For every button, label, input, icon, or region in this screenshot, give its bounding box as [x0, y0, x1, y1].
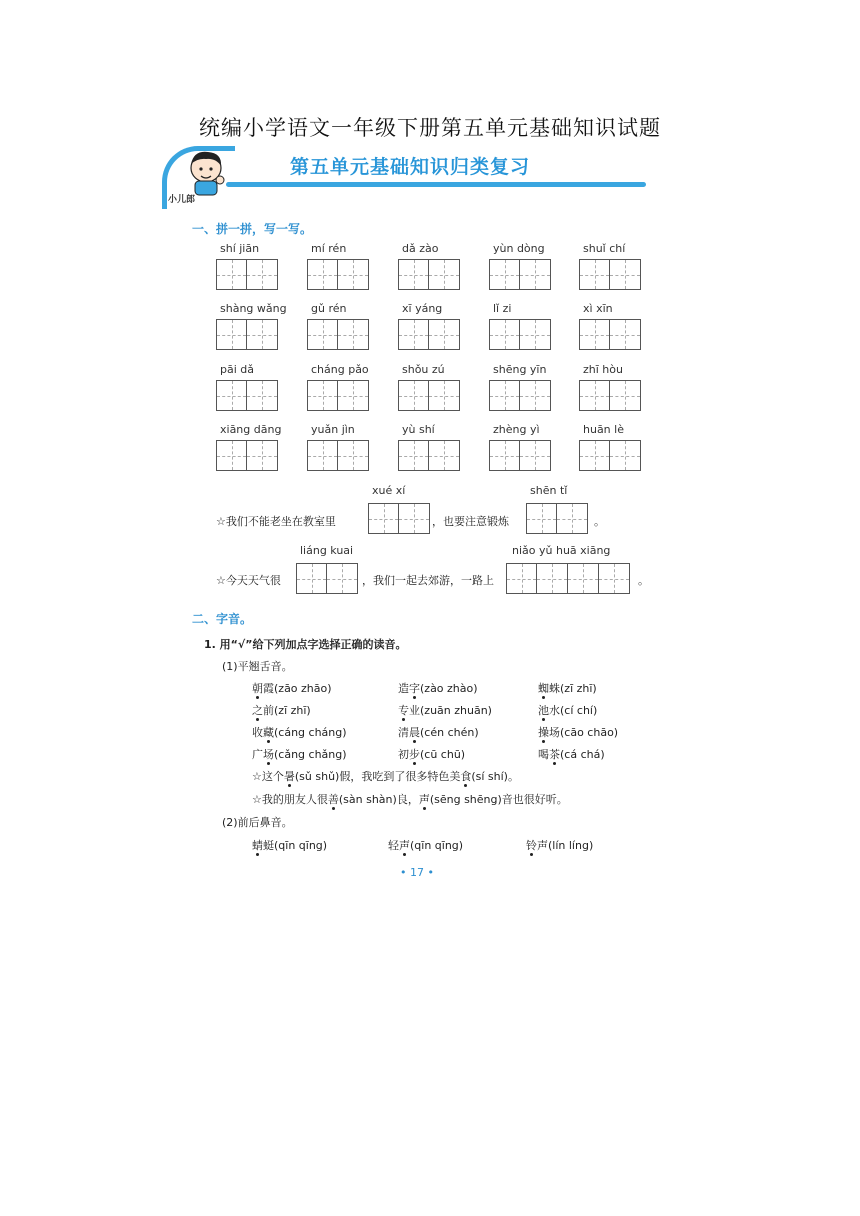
reading-choice-item[interactable]: 轻声(qīn qīng)	[388, 839, 464, 852]
reading-choice-item[interactable]: 蜻蜓(qīn qīng)	[252, 839, 328, 852]
dotted-char: 专	[398, 704, 409, 717]
pinyin-label: shǒu zú	[402, 363, 445, 376]
task-instruction: 1. 用“√”给下列加点字选择正确的读音。	[204, 638, 407, 651]
writing-box[interactable]	[579, 319, 641, 350]
sentence1-pinyin-1: xué xí	[372, 484, 406, 497]
dotted-char: 茶	[549, 748, 560, 761]
pinyin-label: yù shí	[402, 423, 435, 436]
section2-title: 二、字音。	[192, 612, 253, 626]
pinyin-label: pāi dǎ	[220, 363, 254, 376]
sentence2-box-2[interactable]	[506, 563, 630, 594]
reading-choice-item[interactable]: 喝茶(cá chá)	[538, 748, 605, 761]
pinyin-label: xì xīn	[583, 302, 613, 315]
writing-box[interactable]	[216, 259, 278, 290]
banner-title: 第五单元基础知识归类复习	[290, 156, 531, 178]
writing-box[interactable]	[489, 380, 551, 411]
document-title: 统编小学语文一年级下册第五单元基础知识试题	[199, 116, 661, 140]
reading-choice-item[interactable]: 操场(cāo chāo)	[538, 726, 619, 739]
sentence-line-2: ☆我的朋友人很善(sàn shàn)良，声(sēng shēng)音也很好听。	[252, 793, 568, 806]
writing-box[interactable]	[579, 259, 641, 290]
dotted-char: 晨	[409, 726, 420, 739]
page-number: • 17 •	[400, 866, 434, 879]
pinyin-label: lǐ zi	[493, 302, 512, 315]
writing-box[interactable]	[398, 319, 460, 350]
writing-box[interactable]	[489, 259, 551, 290]
subsection-2-title: (2)前后鼻音。	[222, 816, 293, 829]
dotted-char: 朝	[252, 682, 263, 695]
pinyin-label: zhèng yì	[493, 423, 540, 436]
writing-box[interactable]	[579, 380, 641, 411]
reading-choice-item[interactable]: 铃声(lín líng)	[526, 839, 594, 852]
pinyin-label: shēng yīn	[493, 363, 547, 376]
writing-box[interactable]	[216, 319, 278, 350]
sentence1-box-2[interactable]	[526, 503, 588, 534]
dotted-char: 蜻	[252, 839, 263, 852]
dotted-char: 字	[409, 682, 420, 695]
pinyin-label: cháng pǎo	[311, 363, 369, 376]
pinyin-label: mí rén	[311, 242, 347, 255]
dotted-char: 藏	[263, 726, 274, 739]
sentence2-pinyin-1: liáng kuai	[300, 544, 354, 557]
sentence2-part3: 。	[638, 574, 649, 587]
dotted-char: 池	[538, 704, 549, 717]
writing-box[interactable]	[307, 440, 369, 471]
dotted-char: 铃	[526, 839, 537, 852]
writing-box[interactable]	[398, 440, 460, 471]
dotted-char: 声	[418, 793, 430, 806]
dotted-char: 步	[409, 748, 420, 761]
writing-box[interactable]	[579, 440, 641, 471]
reading-choice-item[interactable]: 池水(cí chí)	[538, 704, 598, 717]
writing-box[interactable]	[398, 259, 460, 290]
pinyin-label: xiāng dāng	[220, 423, 282, 436]
reading-choice-item[interactable]: 收藏(cáng cháng)	[252, 726, 347, 739]
banner-underline	[226, 182, 646, 187]
writing-box[interactable]	[216, 380, 278, 411]
reading-choice-item[interactable]: 蜘蛛(zī zhī)	[538, 682, 597, 695]
reading-choice-item[interactable]: 朝霞(zāo zhāo)	[252, 682, 332, 695]
dotted-char: 之	[252, 704, 263, 717]
pinyin-label: shí jiān	[220, 242, 260, 255]
sentence1-part1: ☆我们不能老坐在教室里	[216, 515, 336, 528]
mascot-boy-icon	[176, 148, 228, 198]
reading-choice-item[interactable]: 造字(zào zhào)	[398, 682, 478, 695]
section1-title: 一、拼一拼，写一写。	[192, 222, 313, 236]
dotted-char: 声	[399, 839, 410, 852]
writing-box[interactable]	[398, 380, 460, 411]
pinyin-label: shuǐ chí	[583, 242, 626, 255]
pinyin-label: yùn dòng	[493, 242, 545, 255]
dotted-char: 操	[538, 726, 549, 739]
pinyin-label: yuǎn jìn	[311, 423, 355, 436]
dotted-char: 蜘	[538, 682, 549, 695]
writing-box[interactable]	[489, 319, 551, 350]
writing-box[interactable]	[489, 440, 551, 471]
reading-choice-item[interactable]: 初步(cū chū)	[398, 748, 466, 761]
reading-choice-item[interactable]: 之前(zī zhī)	[252, 704, 311, 717]
sentence1-box-1[interactable]	[368, 503, 430, 534]
reading-choice-item[interactable]: 专业(zuān zhuān)	[398, 704, 492, 717]
writing-box[interactable]	[307, 319, 369, 350]
sentence2-part1: ☆今天天气很	[216, 574, 281, 587]
sentence2-part2: ，我们一起去郊游，一路上	[362, 574, 494, 587]
pinyin-label: zhī hòu	[583, 363, 623, 376]
subsection-1-title: (1)平翘舌音。	[222, 660, 293, 673]
pinyin-label: gǔ rén	[311, 302, 347, 315]
dotted-char: 暑	[283, 770, 295, 783]
sentence2-pinyin-2: niǎo yǔ huā xiāng	[512, 544, 611, 557]
pinyin-label: dǎ zào	[402, 242, 439, 255]
worksheet	[160, 146, 660, 886]
sentence1-part3: 。	[594, 515, 605, 528]
reading-choice-item[interactable]: 广场(cǎng chǎng)	[252, 748, 347, 761]
dotted-char: 食	[460, 770, 472, 783]
writing-box[interactable]	[216, 440, 278, 471]
sentence1-pinyin-2: shēn tǐ	[530, 484, 568, 497]
pinyin-label: xī yáng	[402, 302, 443, 315]
dotted-char: 善	[327, 793, 339, 806]
pinyin-label: huān lè	[583, 423, 624, 436]
sentence-line-1: ☆这个暑(sǔ shǔ)假，我吃到了很多特色美食(sí shí)。	[252, 770, 519, 783]
sentence2-box-1[interactable]	[296, 563, 358, 594]
reading-choice-item[interactable]: 清晨(cén chén)	[398, 726, 479, 739]
mascot-label: 小儿郎	[168, 195, 196, 205]
dotted-char: 场	[263, 748, 274, 761]
sentence1-part2: ，也要注意锻炼	[432, 515, 509, 528]
writing-box[interactable]	[307, 259, 369, 290]
pinyin-label: shàng wǎng	[220, 302, 287, 315]
writing-box[interactable]	[307, 380, 369, 411]
